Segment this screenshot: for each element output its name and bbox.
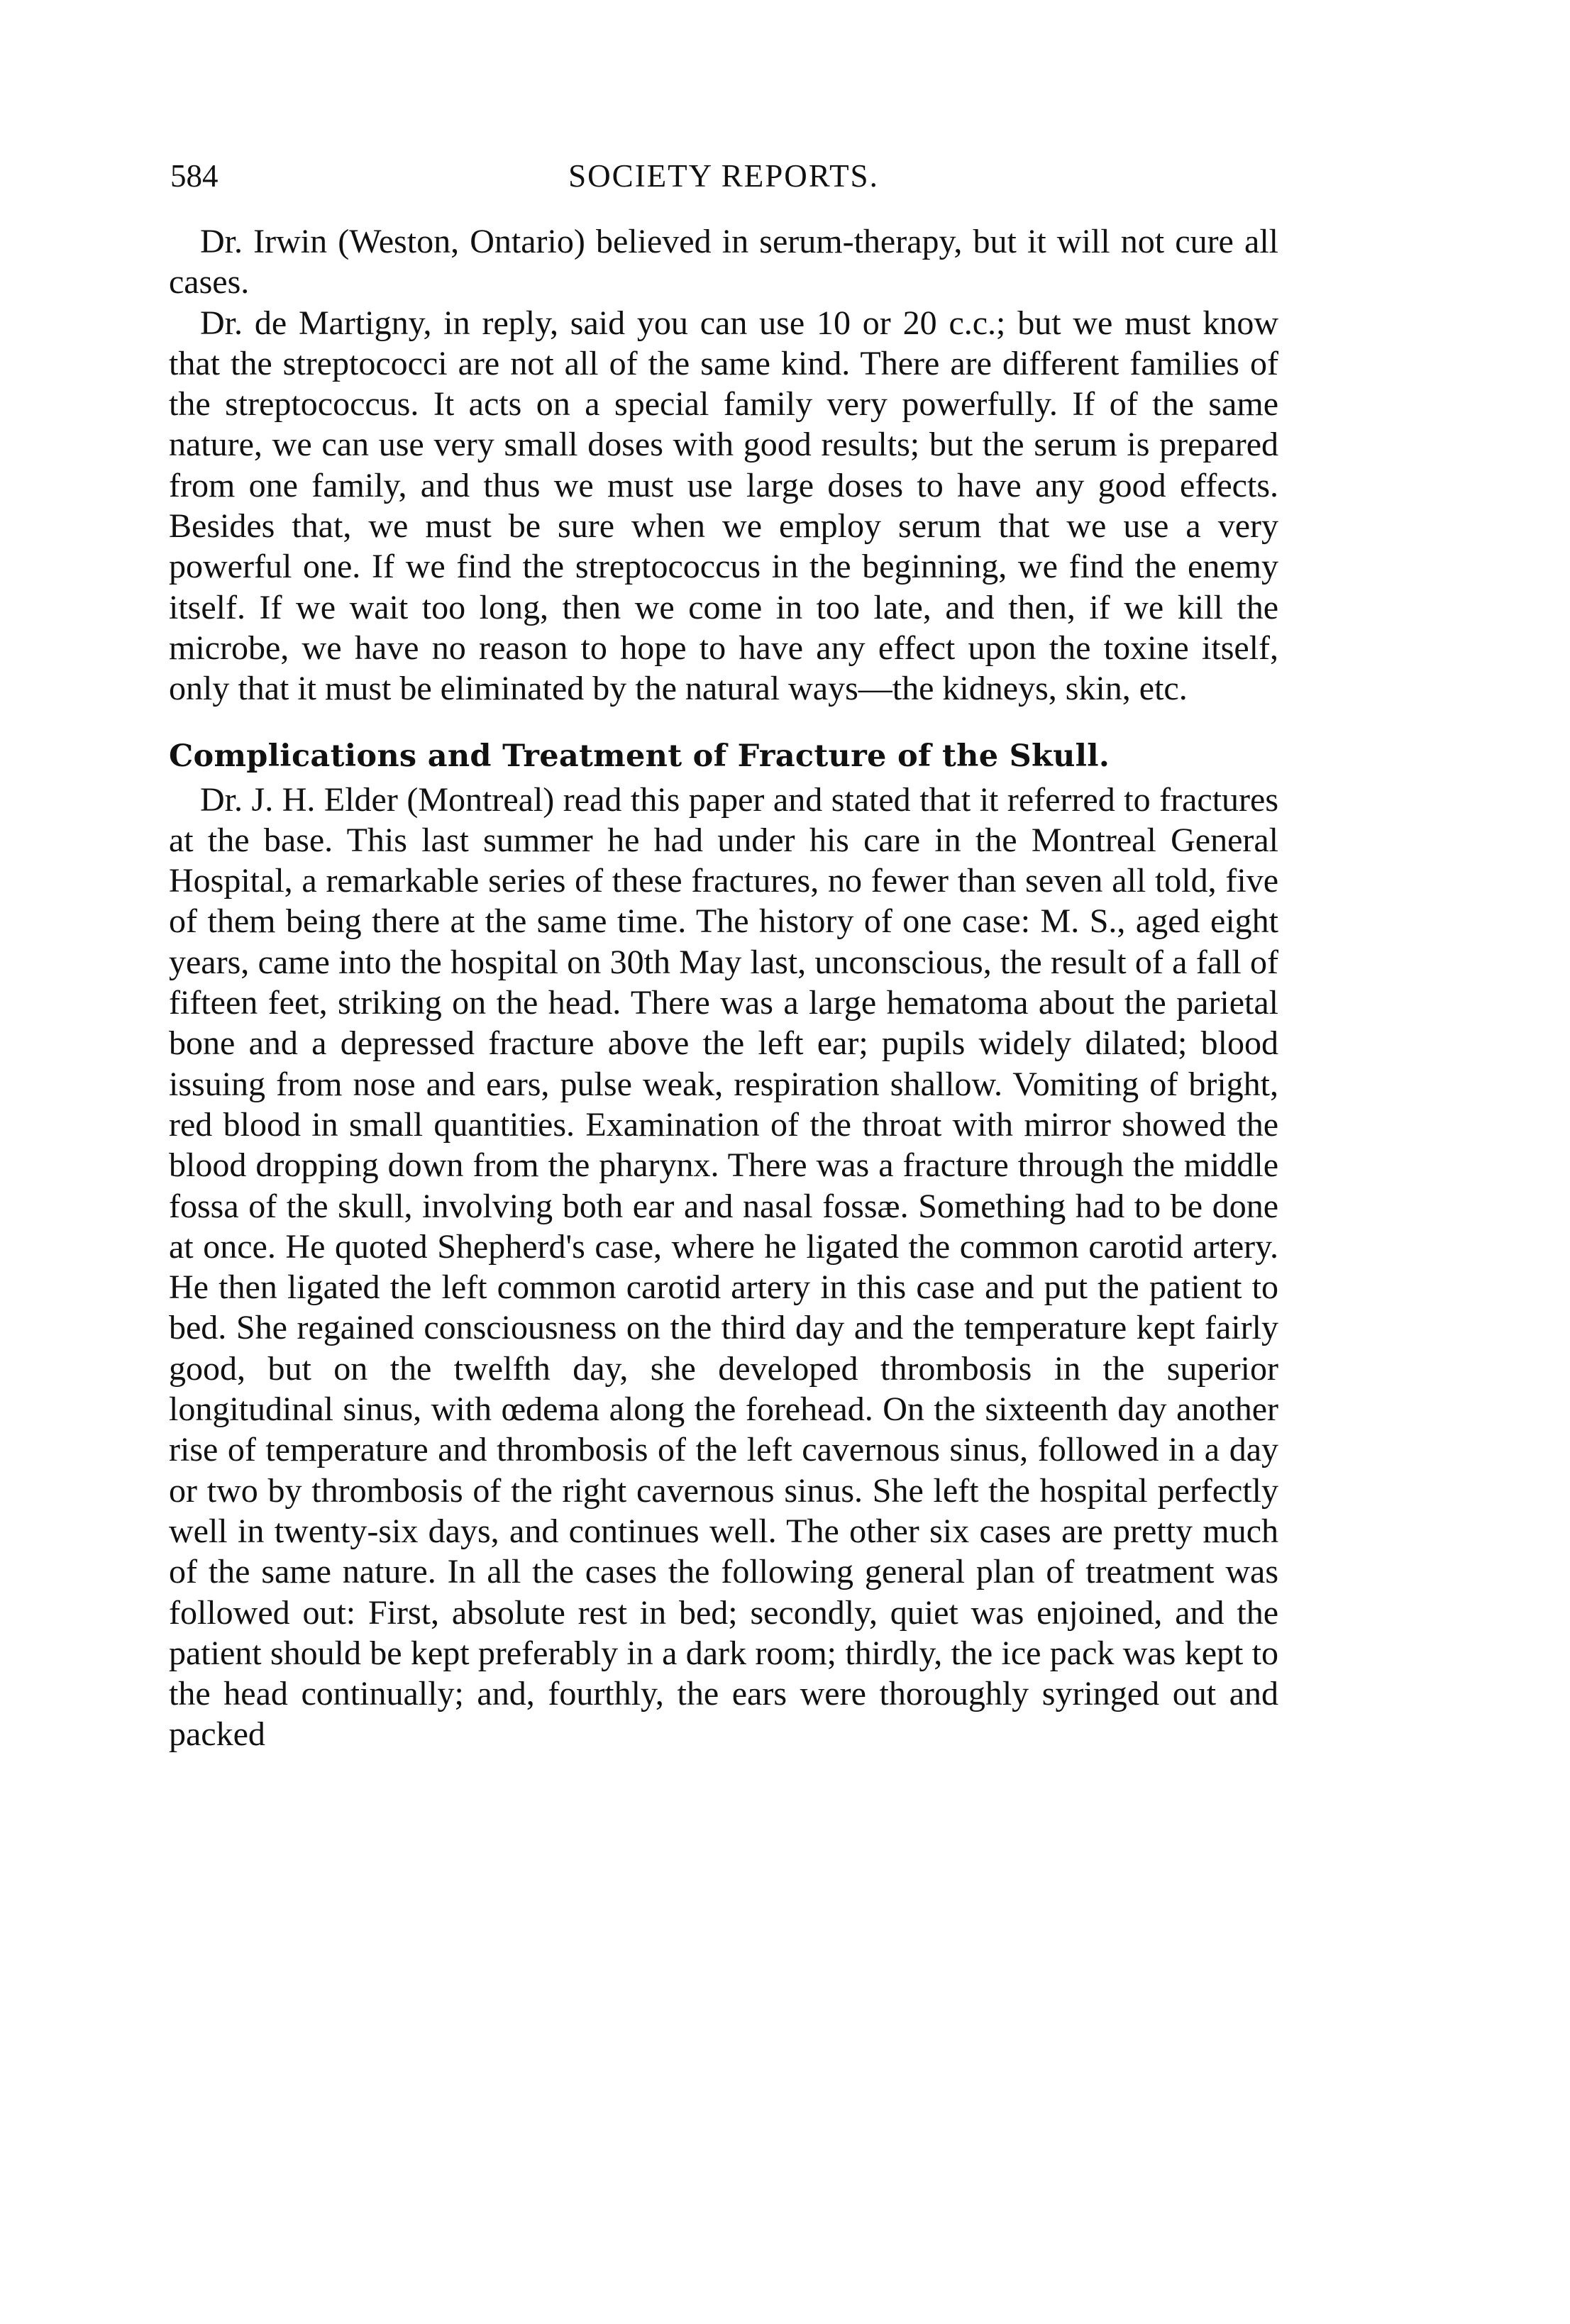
paragraph-de-martigny: Dr. de Martigny, in reply, said you can use 10 or 20 c.c.; but we must know that the streptococci are not all of the same kind. There are different families of the streptococcus. It acts on a special family very powerfully. If of the same nature, we can use very small doses with good results; but the serum is prepared from one family, and thus we must use large doses to have any good effects. Besides that, we must be sure when we employ serum that we use a very powerful one. If we find the streptococcus in the beginning, we find the enemy itself. If we wait too long, then we come in too late, and then, if we kill the microbe, we have no reason to hope to have any effect upon the toxine itself, only that it must be eliminated by the natural ways—the kidneys, skin, etc. bbox=[169, 304, 1278, 708]
running-header bbox=[170, 155, 1277, 197]
section-heading: Complications and Treatment of Fracture of the Skull. bbox=[169, 738, 1110, 774]
running-title: SOCIETY REPORTS. bbox=[568, 158, 879, 194]
paragraph-elder: Dr. J. H. Elder (Montreal) read this paper and stated that it referred to fractures at the base. This last summer he had under his care in the Montreal General Hospital, a remarkable series of these fractures, no fewer than seven all told, five of them being there at the same time. The history of one case: M. S., aged eight years, came into the hospital on 30th May last, unconscious, the result of a fall of fifteen feet, striking on the head. There was a large hematoma about the parietal bone and a depressed fracture above the left ear; pupils widely dilated; blood issuing from nose and ears, pulse weak, respiration shallow. Vomiting of bright, red blood in small quantities. Examination of the throat with mirror showed the blood dropping down from the pharynx. There was a fracture through the middle fossa of the skull, involving both ear and nasal fossæ. Something had to be done at once. He quoted Shepherd's case, where he ligated the common carotid artery. He then ligated the left common carotid artery in this case and put the patient to bed. She regained consciousness on the third day and the temperature kept fairly good, but on the twelfth day, she developed thrombosis in the superior longitudinal sinus, with œdema along the forehead. On the sixteenth day another rise of temperature and thrombosis of the left cavernous sinus, followed in a day or two by thrombosis of the right cavernous sinus. She left the hospital perfectly well in twenty-six days, and continues well. The other six cases are pretty much of the same nature. In all the cases the following general plan of treatment was followed out: First, absolute rest in bed; secondly, quiet was enjoined, and the patient should be kept preferably in a dark room; thirdly, the ice pack was kept to the head continually; and, fourthly, the ears were thoroughly syringed out and packed bbox=[169, 780, 1278, 1754]
paragraph-irwin: Dr. Irwin (Weston, Ontario) believed in serum-therapy, but it will not cure all cases. bbox=[169, 223, 1278, 301]
page-number: 584 bbox=[170, 158, 219, 194]
body-text bbox=[169, 221, 1278, 1755]
